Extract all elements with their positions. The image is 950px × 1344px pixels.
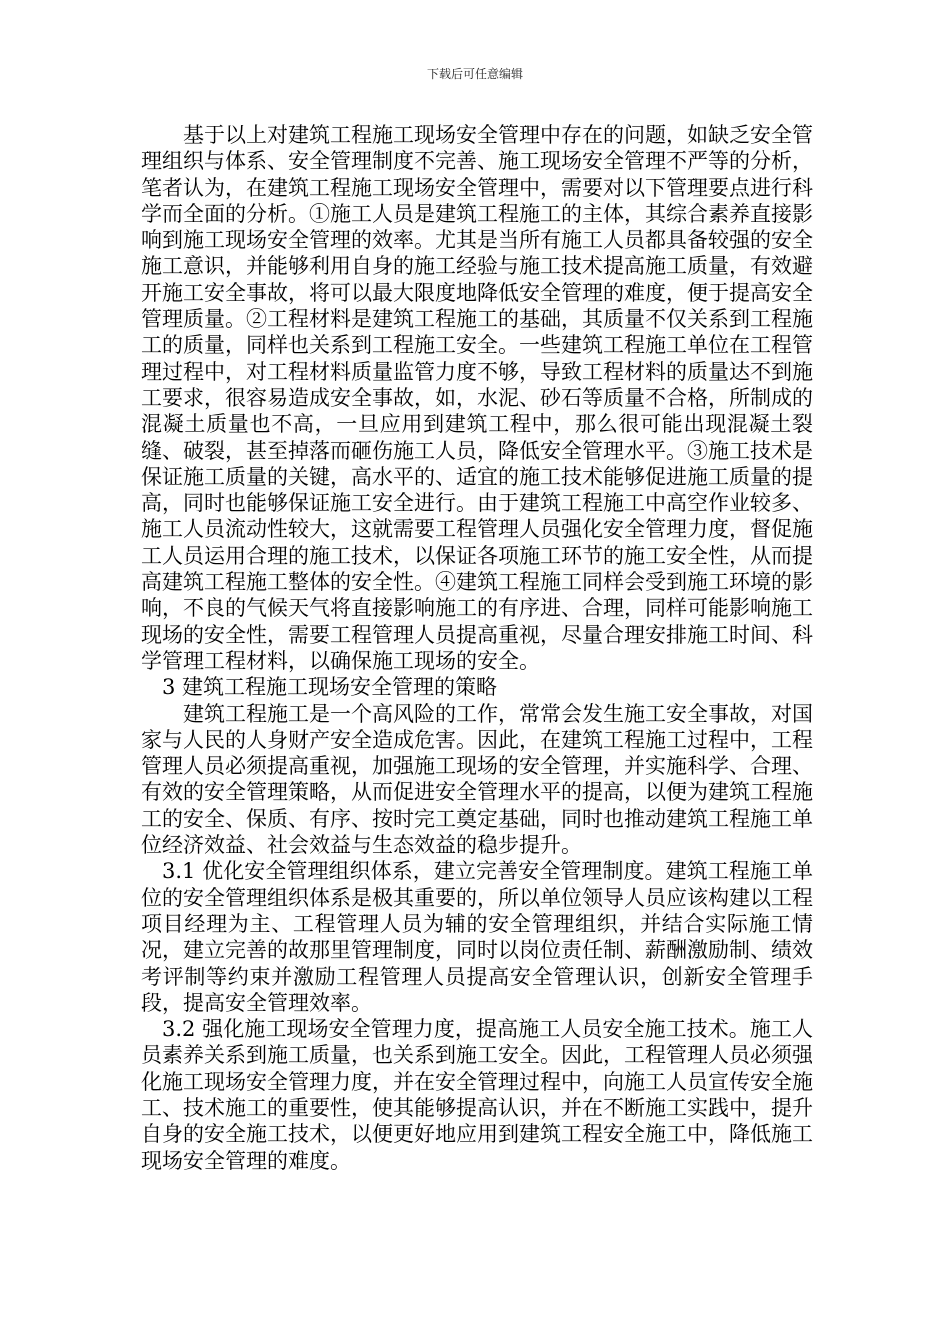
body-paragraph: 3.2 强化施工现场安全管理力度，提高施工人员安全施工技术。施工人员素养关系到施工质量，也关系到施工安全。因此，工程管理人员必须强化施工现场安全管理力度，并在安全管理过程中，向施工人员宣传安全施工、技术施工的重要性，使其能够提高认识，并在不断施工实践中，提升自身的安全施工技术，以便更好地应用到建筑工程安全施工中，降低施工现场安全管理的难度。 xyxy=(141,1017,813,1173)
body-paragraph: 建筑工程施工是一个高风险的工作，常常会发生施工安全事故，对国家与人民的人身财产安全造成危害。因此，在建筑工程施工过程中，工程管理人员必须提高重视，加强施工现场的安全管理，并实施科学、合理、有效的安全管理策略，从而促进安全管理水平的提高，以便为建筑工程施工的安全、保质、有序、按时完工奠定基础，同时也推动建筑工程施工单位经济效益、社会效益与生态效益的稳步提升。 xyxy=(141,701,813,858)
page-header: 下载后可任意编辑 xyxy=(426,67,523,81)
section-heading: 3 建筑工程施工现场安全管理的策略 xyxy=(162,675,498,700)
body-paragraph: 基于以上对建筑工程施工现场安全管理中存在的问题，如缺乏安全管理组织与体系、安全管理制度不完善、施工现场安全管理不严等的分析，笔者认为，在建筑工程施工现场安全管理中，需要对以下管理要点进行科学而全面的分析。①施工人员是建筑工程施工的主体，其综合素养直接影响到施工现场安全管理的效率。尤其是当所有施工人员都具备较强的安全施工意识，并能够利用自身的施工经验与施工技术提高施工质量，有效避开施工安全事故，将可以最大限度地降低安全管理的难度，便于提高安全管理质量。②工程材料是建筑工程施工的基础，其质量不仅关系到工程施工的质量，同样也关系到工程施工安全。一些建筑工程施工单位在工程管理过程中，对工程材料质量监管力度不够，导致工程材料的质量达不到施工要求，很容易造成安全事故，如，水泥、砂石等质量不合格，所制成的混凝土质量也不高，一旦应用到建筑工程中，那么很可能出现混凝土裂缝、破裂，甚至掉落而砸伤施工人员，降低安全管理水平。③施工技术是保证施工质量的关键，高水平的、适宜的施工技术能够促进施工质量的提高，同时也能够保证施工安全进行。由于建筑工程施工中高空作业较多、施工人员流动性较大，这就需要工程管理人员强化安全管理力度，督促施工人员运用合理的施工技术，以保证各项施工环节的施工安全性，从而提高建筑工程施工整体的安全性。④建筑工程施工同样会受到施工环境的影响，不良的气候天气将直接影响施工的有序进、合理，同样可能影响施工现场的安全性，需要工程管理人员提高重视，尽量合理安排施工时间、科学管理工程材料，以确保施工现场的安全。 xyxy=(141,123,813,673)
body-paragraph: 3.1 优化安全管理组织体系，建立完善安全管理制度。建筑工程施工单位的安全管理组织体系是极其重要的，所以单位领导人员应该构建以工程项目经理为主、工程管理人员为辅的安全管理组织，并结合实际施工情况，建立完善的故那里管理制度，同时以岗位责任制、薪酬激励制、绩效考评制等约束并激励工程管理人员提高安全管理认识，创新安全管理手段，提高安全管理效率。 xyxy=(141,859,813,1015)
document-body xyxy=(141,122,813,1174)
